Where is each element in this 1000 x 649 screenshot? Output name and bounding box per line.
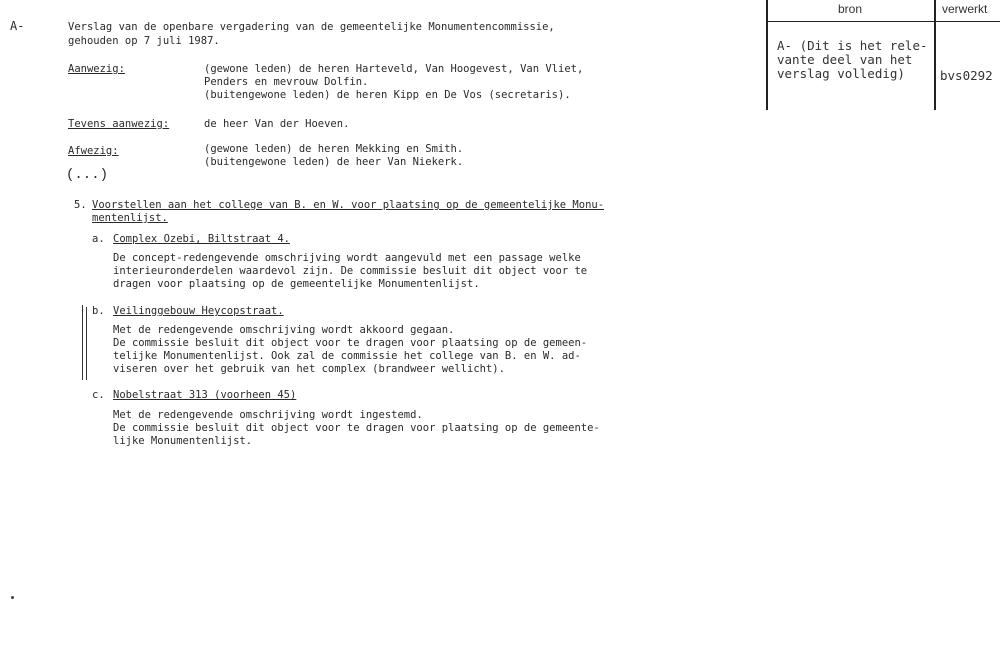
absent-line-1: (gewone leden) de heren Mekking en Smith.	[204, 143, 464, 155]
item-a-line-3: dragen voor plaatsing op de gemeentelijke Monumentenlijst.	[113, 278, 480, 290]
item-c-line-1: Met de redengevende omschrijving wordt ingestemd.	[113, 409, 423, 421]
scan-speck	[11, 596, 14, 599]
page-marker: A-	[10, 19, 25, 33]
item-c-line-3: lijke Monumentenlijst.	[113, 435, 253, 447]
item-a-line-1: De concept-redengevende omschrijving wordt aangevuld met een passage welke	[113, 252, 581, 264]
item-a-line-2: interieuronderdelen waardevol zijn. De commissie besluit dit object voor te	[113, 265, 588, 277]
item-b-title: Veilinggebouw Heycopstraat.	[113, 305, 284, 317]
item-b-line-3: telijke Monumentenlijst. Ook zal de commissie het college van B. en W. ad-	[113, 350, 581, 362]
section-number: 5.	[74, 199, 87, 211]
item-b-line-4: viseren over het gebruik van het complex (brandweer wellicht).	[113, 363, 505, 375]
col-header-bron: bron	[838, 2, 863, 16]
present-line-1: (gewone leden) de heren Harteveld, Van Hoogevest, Van Vliet,	[204, 63, 584, 75]
section-title-line-2: mentenlijst.	[92, 212, 168, 224]
side-table-left-rule	[766, 0, 768, 110]
item-b-letter: b.	[92, 305, 105, 317]
item-a-letter: a.	[92, 233, 105, 245]
also-present-label: Tevens aanwezig:	[68, 118, 170, 130]
absent-label: Afwezig:	[68, 145, 119, 157]
col-header-verwerkt: verwerkt	[942, 2, 988, 16]
side-note-line-2: vante deel van het	[777, 52, 913, 67]
item-b-line-1: Met de redengevende omschrijving wordt akkoord gegaan.	[113, 324, 455, 336]
item-c-line-2: De commissie besluit dit object voor te dragen voor plaatsing op de gemeente-	[113, 422, 600, 434]
item-b-line-2: De commissie besluit dit object voor te dragen voor plaatsing op de gemeen-	[113, 337, 588, 349]
side-note-line-1: A- (Dit is het rele-	[777, 38, 928, 53]
margin-mark	[82, 305, 83, 380]
present-line-3: (buitengewone leden) de heren Kipp en De Vos (secretaris).	[204, 89, 571, 101]
item-a-title: Complex Ozebi, Biltstraat 4.	[113, 233, 291, 245]
ellipsis-mark: (...)	[66, 167, 109, 183]
present-label: Aanwezig:	[68, 63, 125, 75]
present-line-2: Penders en mevrouw Dolfin.	[204, 76, 369, 88]
side-table-mid-rule	[934, 0, 936, 110]
section-title-line-1: Voorstellen aan het college van B. en W. voor plaatsing op de gemeentelijke Monu-	[92, 199, 605, 211]
also-present-text: de heer Van der Hoeven.	[204, 118, 350, 130]
heading-line-1: Verslag van de openbare vergadering van de gemeentelijke Monumentencommissie,	[68, 21, 555, 33]
absent-line-2: (buitengewone leden) de heer Van Niekerk.	[204, 156, 464, 168]
side-code: bvs0292	[940, 68, 993, 83]
side-note-line-3: verslag volledig)	[777, 66, 905, 81]
item-c-title: Nobelstraat 313 (voorheen 45)	[113, 389, 297, 401]
heading-line-2: gehouden op 7 juli 1987.	[68, 35, 220, 47]
margin-mark	[86, 307, 87, 380]
item-c-letter: c.	[92, 389, 105, 401]
